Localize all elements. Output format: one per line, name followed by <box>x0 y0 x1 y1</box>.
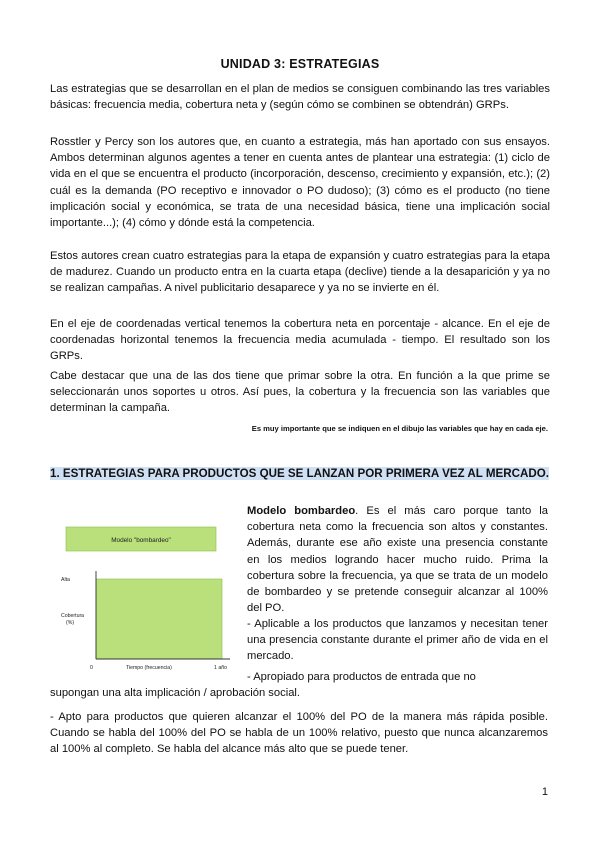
page-number: 1 <box>541 786 548 798</box>
chart-x-tick-0: 0 <box>90 665 93 670</box>
paragraph-intro: Las estrategias que se desarrollan en el plan de medios se consiguen combinando las tres variables básicas: frecuencia media, cobertura neta y (según cómo se combinen se obtendrán) GRPs. <box>50 83 550 112</box>
model-name: Modelo bombardeo <box>247 505 356 517</box>
paragraph-axes: En el eje de coordenadas vertical tenemos la cobertura neta en porcentaje - alcance. En el eje de coordenadas horizontal tenemos la frecuencia media acumulada - tiempo. El resultado son los GRPs. <box>50 318 550 363</box>
model-bullet-2-end: supongan una alta implicación / aprobación social. <box>50 687 301 699</box>
model-bullet-3: - Apto para productos que quieren alcanzar el 100% del PO de la manera más rápida posible. Cuando se habla del 100% del PO se habla de un 100% relativo, puesto que nunca alcanzaremos al 100% al completo. Se habla del alcance más alto que se puede tener. <box>50 711 548 756</box>
chart-x-label: Tiempo (frecuencia) <box>125 665 172 670</box>
chart-y-tick-alta: Alta <box>61 577 70 583</box>
chart-title: Modelo "bombardeo" <box>111 537 171 544</box>
chart-y-label-line-2: (%) <box>66 620 75 626</box>
model-bullet-1: - Aplicable a los productos que lanzamos y necesitan tener una presencia constante durante el primer año de vida en el mercado. <box>247 618 548 663</box>
section-heading <box>50 466 550 483</box>
axis-note: Es muy importante que se indiquen en el dibujo las variables que hay en cada eje. <box>251 424 548 433</box>
chart-x-tick-1: 1 año <box>214 665 227 670</box>
paragraph-authors: Rosstler y Percy son los autores que, en cuanto a estrategia, más han aportado con sus ensayos. Ambos determinan algunos agentes a tener en cuenta antes de plantear una estrategia: (1) ciclo de vida en el que se encuentra el producto (incorporación, descenso, crecimiento y expansión, etc.); (2) cuál es la demanda (PO receptivo e innovador o PO dudoso); (3) cómo es el producto (no tiene implicación social y económica, se trata de una necesidad básica, tiene una implicación social importante...); (4) cómo y dónde está la competencia. <box>50 136 550 230</box>
bombardeo-chart <box>56 522 236 670</box>
paragraph-priority: Cabe destacar que una de las dos tiene que primar sobre la otra. En función a la que prime se seleccionarán unos soportes u otros. Así pues, la cobertura y la frecuencia son las variables que determinan la campaña. <box>50 370 550 415</box>
model-intro: . Es el más caro porque tanto la cobertura neta como la frecuencia son altos y constantes. Además, durante ese año existe una presencia constante en los medios logrando hacer mucho ruido. Prima la cobertura sobre la frecuencia, ya que se trata de un modelo de bombardeo y se pretende conseguir alcanzar al 100% del PO. <box>247 505 548 615</box>
chart-y-label-line-1: Cobertura <box>61 613 85 619</box>
unit-title: UNIDAD 3: ESTRATEGIAS <box>220 57 380 71</box>
paragraph-stages: Estos autores crean cuatro estrategias para la etapa de expansión y cuatro estrategias para la etapa de madurez. Cuando un producto entra en la cuarta etapa (declive) tiende a la desaparición y ya no se realizan campañas. A nivel publicitario desaparece y ya no se invierte en él. <box>50 250 550 295</box>
model-description <box>247 503 548 616</box>
section-heading-text: 1. ESTRATEGIAS PARA PRODUCTOS QUE SE LANZAN POR PRIMERA VEZ AL MERCADO. <box>50 467 549 480</box>
chart-area-fill <box>96 579 222 659</box>
model-bullet-2-start: - Apropiado para productos de entrada que no <box>247 671 476 683</box>
